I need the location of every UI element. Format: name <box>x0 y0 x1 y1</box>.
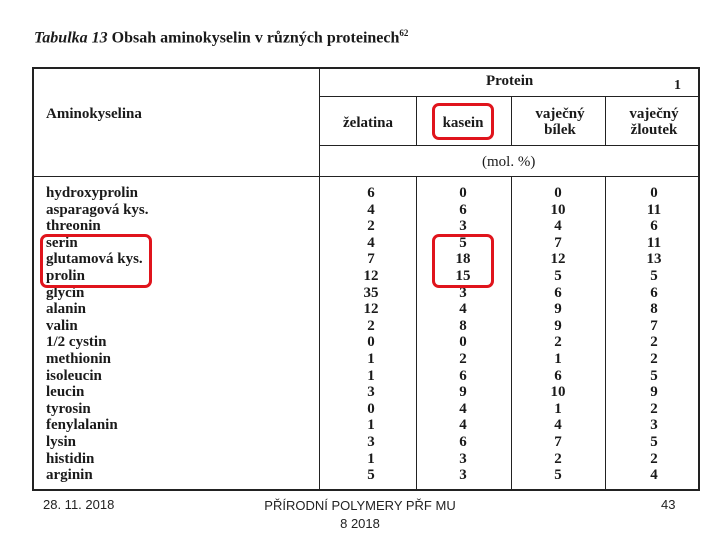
table-cell: 1 <box>367 417 375 434</box>
table-cell: 4 <box>459 417 467 434</box>
highlight-casein-values <box>432 234 494 288</box>
footer-title <box>255 497 465 533</box>
table-cell: 6 <box>650 218 658 235</box>
values-egg-white <box>538 185 578 484</box>
table-cell: 7 <box>554 234 562 251</box>
column-header-egg-yolk <box>614 106 694 138</box>
table-cell: 5 <box>554 267 562 284</box>
amino-acid-name: histidin <box>46 450 95 467</box>
divider-row-header <box>319 67 320 491</box>
values-gelatin <box>351 185 391 484</box>
table-cell: 0 <box>554 185 562 201</box>
table-cell: 10 <box>550 201 566 218</box>
amino-acid-name: fenylalanin <box>46 417 118 434</box>
footer-date: 28. 11. 2018 <box>43 497 115 512</box>
amino-acid-name: glycin <box>46 284 85 301</box>
table-cell: 2 <box>650 400 658 417</box>
table-cell: 4 <box>367 201 375 218</box>
table-cell: 5 <box>554 467 562 484</box>
values-casein <box>443 185 483 484</box>
table-cell: 4 <box>459 301 467 318</box>
column-header-line1: želatina <box>343 115 393 131</box>
amino-acid-name: prolin <box>46 267 85 284</box>
table-cell: 2 <box>459 350 467 367</box>
table-cell: 2 <box>650 334 658 351</box>
amino-acid-list <box>46 185 149 484</box>
table-cell: 6 <box>459 367 467 384</box>
amino-acid-name: 1/2 cystin <box>46 334 107 351</box>
amino-acid-name: valin <box>46 317 78 334</box>
table-cell: 1 <box>554 350 562 367</box>
table-cell: 5 <box>367 467 375 484</box>
table-cell: 1 <box>554 400 562 417</box>
table-cell: 0 <box>367 334 375 351</box>
table-cell: 4 <box>367 234 375 251</box>
amino-acid-name: methionin <box>46 350 112 367</box>
table-cell: 0 <box>650 185 658 201</box>
table-cell: 13 <box>646 251 662 268</box>
table-cell: 5 <box>459 234 467 251</box>
table-cell: 2 <box>650 450 658 467</box>
corner-mark: 1 <box>674 78 681 93</box>
table-cell: 0 <box>459 334 467 351</box>
amino-acid-name: threonin <box>46 218 101 235</box>
column-header-line1: vaječný <box>535 106 585 122</box>
column-header-line2: bílek <box>544 122 576 138</box>
table-cell: 9 <box>459 384 467 401</box>
divider-col-2 <box>511 96 512 146</box>
column-header-gelatin <box>332 115 404 131</box>
table-cell: 4 <box>650 467 658 484</box>
footer-title-line1: PŘÍRODNÍ POLYMERY PŘF MU <box>264 498 456 513</box>
amino-acid-name: hydroxyprolin <box>46 185 138 201</box>
table-cell: 3 <box>459 450 467 467</box>
table-cell: 8 <box>650 301 658 318</box>
table-cell: 7 <box>367 251 375 268</box>
divider-col-3-body <box>605 176 606 491</box>
amino-acid-name: arginin <box>46 467 93 484</box>
table-cell: 0 <box>367 400 375 417</box>
table-cell: 1 <box>367 450 375 467</box>
highlight-amino-acids <box>40 234 152 288</box>
row-header-amino-acid: Aminokyselina <box>46 106 142 122</box>
column-header-egg-white <box>520 106 600 138</box>
table-cell: 3 <box>459 284 467 301</box>
group-header-protein: Protein <box>486 73 534 89</box>
caption-label: Tabulka 13 <box>34 29 108 47</box>
table-cell: 1 <box>367 350 375 367</box>
table-cell: 10 <box>550 384 566 401</box>
table-cell: 6 <box>459 201 467 218</box>
table-cell: 2 <box>554 450 562 467</box>
caption-reference: 62 <box>399 28 409 38</box>
amino-acid-name: glutamová kys. <box>46 251 143 268</box>
table-cell: 12 <box>363 267 379 284</box>
table-cell: 4 <box>554 417 562 434</box>
unit-label: (mol. %) <box>482 154 536 170</box>
table-cell: 15 <box>455 267 471 284</box>
divider-col-3 <box>605 96 606 146</box>
rule-under-columns <box>319 145 700 146</box>
table-cell: 8 <box>459 317 467 334</box>
footer-title-line2: 8 2018 <box>340 516 380 531</box>
table-cell: 2 <box>367 317 375 334</box>
table-cell: 12 <box>363 301 379 318</box>
table-cell: 4 <box>459 400 467 417</box>
rule-under-header <box>32 176 700 177</box>
table-cell: 3 <box>650 417 658 434</box>
amino-acid-name: lysin <box>46 433 77 450</box>
table-cell: 2 <box>650 350 658 367</box>
column-header-line1: vaječný <box>629 106 679 122</box>
table-cell: 7 <box>650 317 658 334</box>
table-cell: 12 <box>550 251 566 268</box>
divider-col-2-body <box>511 176 512 491</box>
table-cell: 11 <box>646 234 662 251</box>
column-header-line1: kasein <box>442 115 484 131</box>
table-caption <box>34 28 408 47</box>
amino-acid-name: tyrosin <box>46 400 91 417</box>
table-cell: 6 <box>554 284 562 301</box>
table-cell: 3 <box>459 218 467 235</box>
table-cell: 18 <box>455 251 471 268</box>
table-cell: 2 <box>554 334 562 351</box>
table-cell: 5 <box>650 433 658 450</box>
table-cell: 35 <box>363 284 379 301</box>
table-cell: 6 <box>459 433 467 450</box>
table-cell: 11 <box>646 201 662 218</box>
caption-text: Obsah aminokyselin v různých proteinech <box>111 29 400 47</box>
table-cell: 9 <box>554 317 562 334</box>
table-cell: 7 <box>554 433 562 450</box>
table-cell: 0 <box>459 185 467 201</box>
rule-under-protein <box>319 96 700 97</box>
table-cell: 3 <box>367 384 375 401</box>
amino-acid-name: serin <box>46 234 78 251</box>
divider-col-1-body <box>416 176 417 491</box>
column-header-line2: žloutek <box>630 122 678 138</box>
amino-acid-name: alanin <box>46 301 87 318</box>
table-cell: 9 <box>554 301 562 318</box>
table-cell: 5 <box>650 267 658 284</box>
page-number: 43 <box>661 497 676 512</box>
table-cell: 4 <box>554 218 562 235</box>
highlight-casein-header <box>432 103 494 140</box>
table-cell: 9 <box>650 384 658 401</box>
amino-acid-name: asparagová kys. <box>46 201 149 218</box>
table-cell: 5 <box>650 367 658 384</box>
table-cell: 6 <box>554 367 562 384</box>
amino-acid-name: isoleucin <box>46 367 102 384</box>
amino-acid-name: leucin <box>46 384 85 401</box>
table-cell: 6 <box>367 185 375 201</box>
table-cell: 3 <box>459 467 467 484</box>
table-cell: 1 <box>367 367 375 384</box>
divider-col-1 <box>416 96 417 146</box>
table-cell: 6 <box>650 284 658 301</box>
values-egg-yolk <box>634 185 674 484</box>
table-cell: 3 <box>367 433 375 450</box>
table-cell: 2 <box>367 218 375 235</box>
